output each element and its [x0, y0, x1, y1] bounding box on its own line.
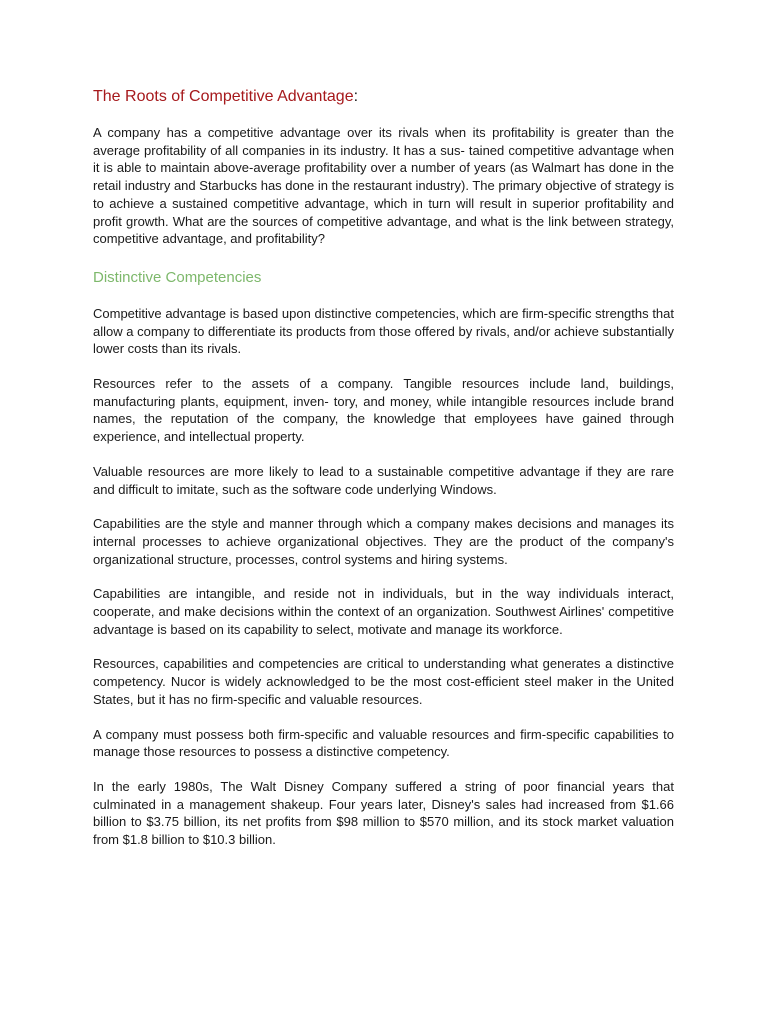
body-paragraph: Valuable resources are more likely to lead to a sustainable competitive advantage if they are rare and difficult to imitate, such as the software code underlying Windows.	[93, 463, 674, 497]
title-text: The Roots of Competitive Advantage	[93, 88, 354, 105]
body-paragraph: Capabilities are the style and manner through which a company makes decisions and manages its internal processes to achieve organizational objectives. They are the product of the company's organizational structure, processes, control systems and hiring systems.	[93, 516, 674, 567]
body-paragraph: Resources refer to the assets of a company. Tangible resources include land, buildings, manufacturing plants, equipment, inven- tory, and money, while intangible resources include brand names, the reputation of the company, the knowledge that employees have gained through experience, and intellectual property.	[93, 376, 674, 445]
body-paragraph: In the early 1980s, The Walt Disney Company suffered a string of poor financial years that culminated in a management shakeup. Four years later, Disney's sales had increased from $1.66 billion to $3.75 billion, its net profits from $98 million to $570 million, and its stock market valuation from $1.8 billion to $10.3 billion.	[93, 778, 674, 848]
document-title	[93, 86, 674, 108]
body-paragraph: Resources, capabilities and competencies are critical to understanding what generates a distinctive competency. Nucor is widely acknowledged to be the most cost-efficient steel maker in the United States, but it has no firm-specific and valuable resources.	[93, 656, 674, 707]
body-paragraph: Competitive advantage is based upon distinctive competencies, which are firm-specific strengths that allow a company to differentiate its products from those offered by rivals, and/or achieve substantially lower costs than its rivals.	[93, 305, 674, 357]
title-colon: :	[353, 88, 359, 105]
body-paragraph: A company must possess both firm-specific and valuable resources and firm-specific capabilities to manage those resources to possess a distinctive competency.	[93, 726, 674, 760]
section-heading: Distinctive Competencies	[93, 268, 262, 286]
intro-paragraph: A company has a competitive advantage over its rivals when its profitability is greater than the average profitability of all companies in its industry. It has a sus- tained competitive advantage when it is able to maintain above-average profitability over a number of years (as Walmart has done in the retail industry and Starbucks has done in the restaurant industry). The primary objective of strategy is to achieve a sustained competitive advantage, which in turn will result in superior profitability and profit growth. What are the sources of competitive advantage, and what is the link between strategy, competitive advantage, and profitability?	[93, 125, 674, 247]
body-paragraph: Capabilities are intangible, and reside not in individuals, but in the way individuals interact, cooperate, and make decisions within the context of an organization. Southwest Airlines' competitive advantage is based on its capability to select, motivate and manage its workforce.	[93, 586, 674, 637]
